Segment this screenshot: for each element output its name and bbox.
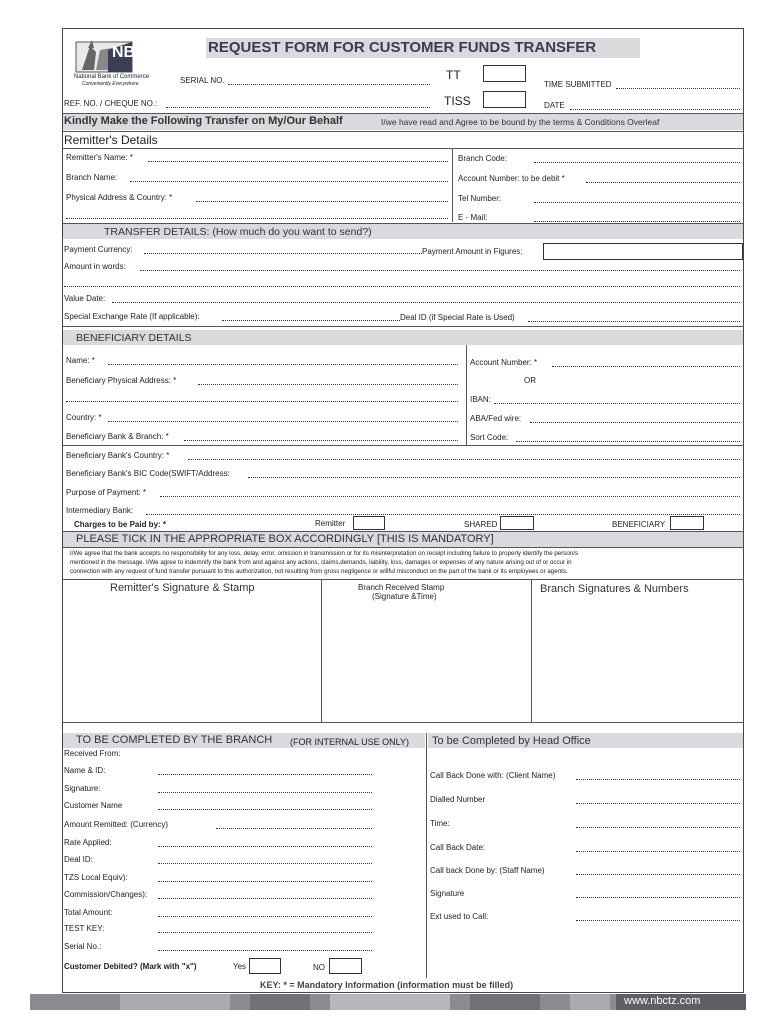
purpose-field[interactable]	[160, 496, 740, 497]
amount-figures-field[interactable]	[543, 243, 743, 260]
charges-beneficiary-checkbox[interactable]	[670, 516, 704, 530]
head-office-title: To be Completed by Head Office	[432, 735, 591, 747]
head-office-field-label: Signature	[430, 889, 465, 898]
date-field[interactable]	[570, 109, 740, 110]
branch-field-input[interactable]	[158, 932, 372, 933]
branch-field-input[interactable]	[158, 881, 372, 882]
amount-figures-label: Payment Amount in Figures:	[422, 247, 523, 256]
disclaimer-line-1: I/We agree that the bank accepts no responsibility for any loss, delay, error, omission in transmission or for its misinterpretation on receipt including failure to properly identify the person/s	[70, 550, 579, 557]
rate-field[interactable]	[222, 320, 400, 321]
received-from-label: Received From:	[64, 749, 121, 758]
branch-field-label: Serial No.:	[64, 942, 102, 951]
tiss-label: TISS	[444, 94, 471, 108]
time-field[interactable]	[616, 88, 740, 89]
ben-bank-country-field[interactable]	[188, 459, 740, 460]
ben-bank-field[interactable]	[184, 440, 458, 441]
form-border	[62, 28, 744, 993]
branch-field-input[interactable]	[158, 792, 372, 793]
sort-field[interactable]	[516, 441, 740, 442]
branch-field-label: Rate Applied:	[64, 838, 112, 847]
footer-bar	[30, 994, 746, 1010]
branch-field-input[interactable]	[158, 950, 372, 951]
branch-stamp-area[interactable]	[323, 604, 529, 720]
bic-field[interactable]	[248, 477, 740, 478]
disclaimer-line-2: mentioned in the message. I/We agree to indemnify the bank from and against any actions, claims,demands, liability, loss, damages or expenses of any nature arising out of or occur in	[70, 559, 572, 566]
website-text: www.nbctz.com	[624, 995, 701, 1007]
branch-field-label: TZS Local Equiv):	[64, 873, 128, 882]
branch-field-input[interactable]	[158, 916, 372, 917]
branch-field-label: Name & ID:	[64, 766, 106, 775]
remitter-name-field[interactable]	[148, 161, 448, 162]
branch-field-label: Signature:	[64, 784, 101, 793]
no-label: NO	[313, 963, 325, 972]
ben-bank-country-label: Beneficiary Bank's Country: *	[66, 451, 170, 460]
branch-field-label: Customer Name	[64, 801, 123, 810]
branch-field-input[interactable]	[158, 809, 372, 810]
value-date-field[interactable]	[112, 302, 740, 303]
branch-stamp-title: Branch Received Stamp	[358, 583, 445, 592]
tel-field[interactable]	[534, 202, 740, 203]
remitter-branch-label: Branch Name:	[66, 173, 118, 182]
ben-country-field[interactable]	[108, 421, 458, 422]
remitter-name-label: Remitter's Name: *	[66, 153, 133, 162]
intermediary-field[interactable]	[146, 514, 740, 515]
charges-remitter-checkbox[interactable]	[353, 516, 385, 530]
head-office-field-input[interactable]	[576, 920, 740, 921]
no-checkbox[interactable]	[329, 958, 362, 974]
yes-label: Yes	[233, 962, 247, 971]
tt-label: TT	[446, 68, 461, 82]
branch-code-field[interactable]	[534, 162, 740, 163]
sort-label: Sort Code:	[470, 433, 509, 442]
value-date-label: Value Date:	[64, 294, 106, 303]
charges-shared-label: SHARED	[464, 520, 498, 529]
charges-beneficiary-label: BENEFICIARY	[612, 520, 666, 529]
remitter-branch-field[interactable]	[130, 181, 448, 182]
aba-label: ABA/Fed wire:	[470, 414, 522, 423]
account-label: Account Number: to be debit *	[458, 174, 565, 183]
agree-text: I/we have read and Agree to be bound by the terms & Conditions Overleaf	[381, 117, 660, 127]
email-field[interactable]	[534, 221, 740, 222]
branch-field-input[interactable]	[158, 863, 372, 864]
remitter-address-field-2[interactable]	[66, 218, 448, 219]
amount-words-field[interactable]	[140, 270, 740, 271]
intermediary-label: Intermediary Bank:	[66, 506, 134, 515]
ben-address-field[interactable]	[198, 384, 458, 385]
branch-field-input[interactable]	[158, 774, 372, 775]
tel-label: Tel Number:	[458, 194, 502, 203]
bic-label: Beneficiary Bank's BIC Code(SWIFT/Address:	[66, 469, 230, 478]
remitter-address-field[interactable]	[196, 201, 448, 202]
transfer-title: TRANSFER DETAILS: (How much do you want to send?)	[104, 226, 372, 238]
branch-section-title: TO BE COMPLETED BY THE BRANCH	[76, 734, 273, 746]
nbc-logo	[72, 36, 170, 88]
aba-field[interactable]	[530, 422, 740, 423]
iban-label: IBAN:	[470, 395, 491, 404]
charges-shared-checkbox[interactable]	[500, 516, 534, 530]
beneficiary-title: BENEFICIARY DETAILS	[76, 332, 192, 344]
ben-account-field[interactable]	[552, 366, 740, 367]
tt-checkbox[interactable]	[483, 65, 526, 82]
serial-label: SERIAL NO.	[180, 76, 225, 85]
branch-signatures-area[interactable]	[533, 598, 743, 720]
tiss-checkbox[interactable]	[483, 91, 526, 108]
head-office-field-input[interactable]	[576, 827, 740, 828]
branch-code-label: Branch Code:	[458, 154, 507, 163]
or-label: OR	[524, 376, 536, 385]
tick-title: PLEASE TICK IN THE APPROPRIATE BOX ACCORDINGLY [THIS IS MANDATORY]	[76, 533, 494, 545]
branch-field-label: Amount Remitted: (Currency)	[64, 820, 169, 829]
rate-label: Special Exchange Rate (If applicable):	[64, 312, 200, 321]
head-office-field-label: Ext used to Call:	[430, 912, 489, 921]
branch-field-label: TEST KEY:	[64, 924, 105, 933]
logo-text: NBC	[112, 44, 147, 61]
branch-field-input[interactable]	[216, 828, 372, 829]
yes-checkbox[interactable]	[249, 958, 281, 974]
intro-text: Kindly Make the Following Transfer on My/Our Behalf	[64, 115, 343, 127]
key-text: KEY: * = Mandatory Information (information must be filled)	[260, 980, 514, 990]
currency-label: Payment Currency:	[64, 245, 133, 254]
time-label: TIME SUBMITTED	[544, 80, 612, 89]
branch-signatures-title: Branch Signatures & Numbers	[540, 583, 689, 595]
branch-field-label: Commission/Changes):	[64, 890, 148, 899]
remitter-address-label: Physical Address & Country: *	[66, 193, 173, 202]
head-office-field-label: Dialled Number	[430, 795, 486, 804]
disclaimer-line-3: connection with any request of fund transfer pursuant to this authorization, not resulting from gross negligence or willful misconduct on the part of the bank or its employees or agents.	[70, 568, 568, 575]
branch-section-sub: (FOR INTERNAL USE ONLY)	[290, 737, 410, 747]
page-title: REQUEST FORM FOR CUSTOMER FUNDS TRANSFER	[208, 39, 597, 56]
iban-field[interactable]	[494, 403, 740, 404]
date-label: DATE	[544, 101, 565, 110]
branch-stamp-sub: (Signature &Time)	[372, 592, 437, 601]
remitter-title: Remitter's Details	[64, 133, 158, 147]
charges-label: Charges to be Paid by: *	[74, 520, 167, 529]
branch-field-input[interactable]	[158, 846, 372, 847]
ben-address-field-2[interactable]	[66, 401, 458, 402]
amount-words-label: Amount in words:	[64, 262, 126, 271]
head-office-field-input[interactable]	[576, 897, 740, 898]
head-office-field-input[interactable]	[576, 851, 740, 852]
head-office-field-input[interactable]	[576, 779, 740, 780]
head-office-field-label: Call back Done by: (Staff Name)	[430, 866, 545, 875]
purpose-label: Purpose of Payment: *	[66, 488, 147, 497]
remitter-signature-title: Remitter's Signature & Stamp	[110, 582, 255, 594]
ref-label: REF. NO. / CHEQUE NO.:	[64, 99, 158, 108]
branch-field-label: Deal ID:	[64, 855, 93, 864]
currency-field[interactable]	[144, 253, 422, 254]
bank-name: National Bank of Commerce	[74, 74, 150, 80]
ben-account-label: Account Number: *	[470, 358, 538, 367]
deal-id-field[interactable]	[528, 321, 740, 322]
branch-field-input[interactable]	[158, 898, 372, 899]
ref-field[interactable]	[166, 107, 430, 108]
ben-bank-label: Beneficiary Bank & Branch: *	[66, 432, 169, 441]
head-office-field-input[interactable]	[576, 874, 740, 875]
ben-name-label: Name: *	[66, 356, 95, 365]
charges-remitter-label: Remitter	[315, 519, 346, 528]
amount-words-field-2[interactable]	[64, 286, 740, 287]
email-label: E - Mail:	[458, 213, 488, 222]
ben-address-label: Beneficiary Physical Address: *	[66, 376, 177, 385]
account-field[interactable]	[586, 182, 740, 183]
serial-field[interactable]	[228, 84, 430, 85]
bank-tagline: Conveniently Everywhere	[82, 81, 139, 87]
remitter-signature-area[interactable]	[64, 598, 320, 720]
head-office-field-label: Time:	[430, 819, 450, 828]
deal-id-label: Deal ID (if Special Rate is Used)	[400, 313, 515, 322]
debited-label: Customer Debited? (Mark with "x")	[64, 962, 197, 971]
head-office-field-label: Call Back Done with: (Client Name)	[430, 771, 556, 780]
ben-name-field[interactable]	[108, 364, 458, 365]
ben-country-label: Country: *	[66, 413, 102, 422]
head-office-field-label: Call Back Date:	[430, 843, 486, 852]
head-office-field-input[interactable]	[576, 803, 740, 804]
branch-field-label: Total Amount:	[64, 908, 113, 917]
